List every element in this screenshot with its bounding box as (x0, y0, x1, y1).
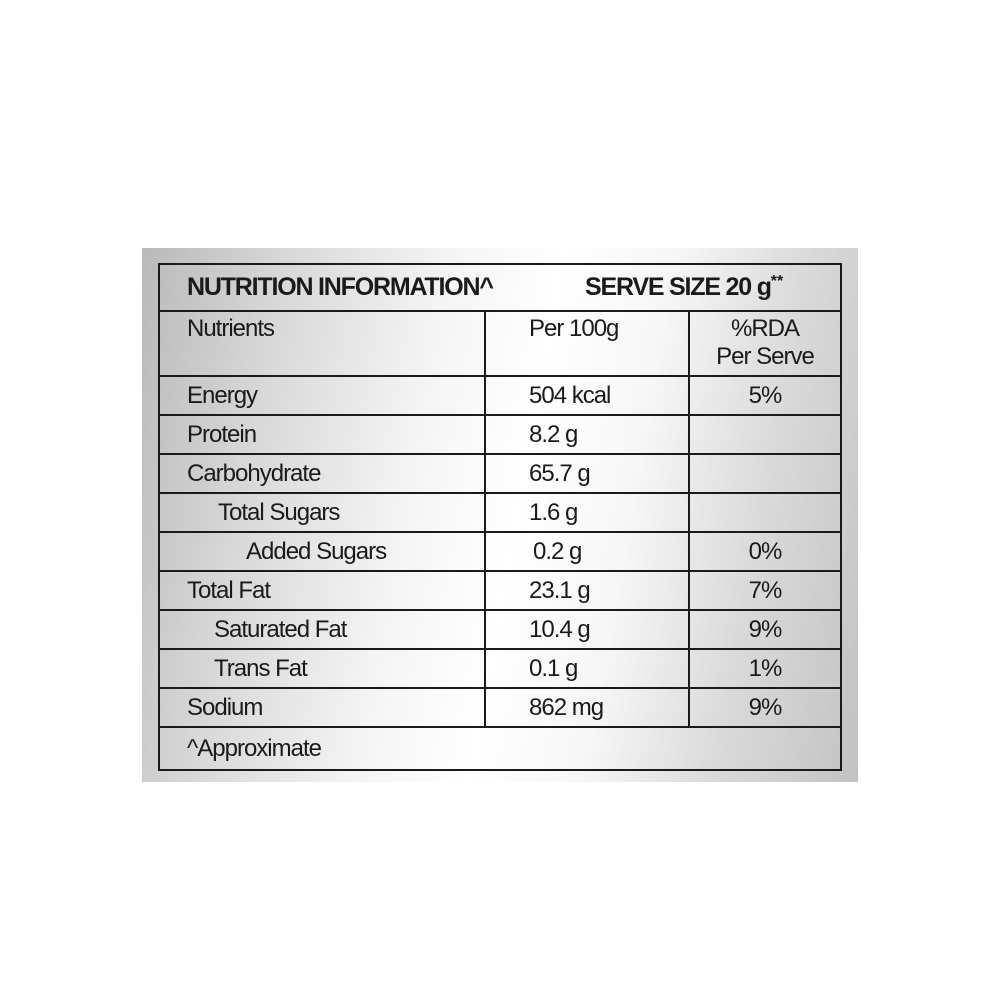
per-100g-value: 0.1 g (486, 650, 690, 687)
per-100g-value: 8.2 g (486, 416, 690, 453)
table-row (160, 494, 840, 533)
table-row (160, 611, 840, 650)
table-title: NUTRITION INFORMATION^ (187, 273, 493, 301)
table-row (160, 572, 840, 611)
table-row (160, 377, 840, 416)
per-100g-value: 23.1 g (486, 572, 690, 609)
table-row (160, 416, 840, 455)
per-100g-value: 65.7 g (486, 455, 690, 492)
serve-size (585, 273, 783, 302)
per-100g-value: 10.4 g (486, 611, 690, 648)
rda-value: 0% (748, 537, 782, 565)
rda-value: 9% (748, 693, 782, 721)
table-row (160, 650, 840, 689)
per-100g-value: 1.6 g (486, 494, 690, 531)
nutrient-name: Energy (160, 377, 486, 414)
serve-size-label: SERVE SIZE 20 g (585, 273, 771, 301)
nutrient-name: Total Sugars (160, 494, 486, 531)
nutrient-name: Sodium (160, 689, 486, 726)
rda-value (690, 455, 840, 492)
rda-value: 9% (748, 615, 782, 643)
header-rda (690, 312, 840, 375)
footnote-row (160, 728, 840, 769)
table-row (160, 455, 840, 494)
rda-value: 5% (748, 381, 782, 409)
rda-value (690, 416, 840, 453)
nutrient-name: Saturated Fat (160, 611, 486, 648)
nutrient-name: Trans Fat (160, 650, 486, 687)
column-header-row (160, 312, 840, 377)
nutrient-name: Total Fat (160, 572, 486, 609)
nutrition-table (158, 263, 842, 771)
per-100g-value: 504 kcal (486, 377, 690, 414)
per-100g-value: 862 mg (486, 689, 690, 726)
table-row (160, 533, 840, 572)
table-row (160, 689, 840, 728)
serve-size-footnote-mark: ** (770, 273, 784, 290)
nutrient-name: Carbohydrate (160, 455, 486, 492)
rda-value: 1% (748, 654, 782, 682)
rda-value: 7% (748, 576, 782, 604)
footnote: ^Approximate (187, 734, 321, 762)
table-title-row (160, 265, 840, 312)
nutrient-name: Protein (160, 416, 486, 453)
per-100g-value: 0.2 g (486, 533, 690, 570)
header-nutrients: Nutrients (160, 312, 486, 375)
header-per-100g: Per 100g (486, 312, 690, 375)
rda-value (690, 494, 840, 531)
header-rda-line2: Per Serve (716, 343, 814, 370)
header-rda-line1: %RDA (730, 315, 799, 342)
nutrient-name: Added Sugars (160, 533, 486, 570)
